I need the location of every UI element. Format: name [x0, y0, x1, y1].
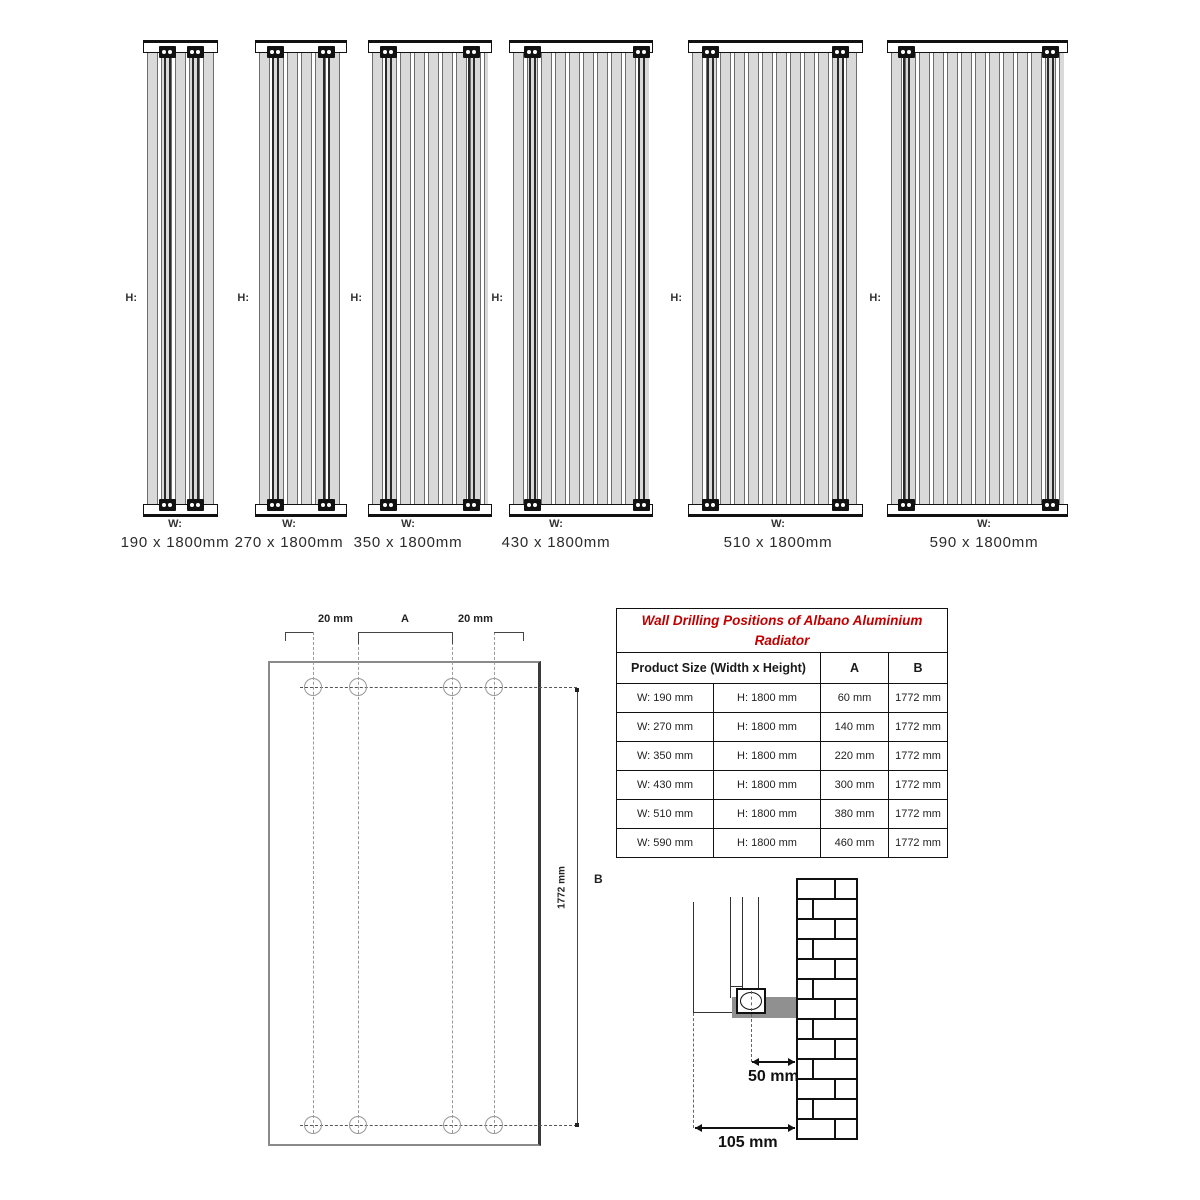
wall-bracket-icon	[524, 46, 541, 58]
col-header-b: B	[889, 653, 948, 684]
table-row: W: 350 mm H: 1800 mm 220 mm 1772 mm	[617, 742, 948, 771]
wall-bracket-icon	[463, 46, 480, 58]
width-label: W:	[168, 518, 182, 530]
wall-bracket-icon	[318, 499, 335, 511]
drill-hole	[349, 678, 367, 696]
drill-hole	[349, 1116, 367, 1134]
wall-bracket-icon	[898, 499, 915, 511]
wall-bracket-icon	[633, 46, 650, 58]
width-label: W:	[549, 518, 563, 530]
radiator-outline	[268, 661, 541, 1146]
wall-bracket-icon	[702, 499, 719, 511]
size-label: 350 x 1800mm	[353, 534, 463, 551]
wall-bracket-icon	[380, 499, 397, 511]
height-label: H:	[670, 292, 682, 304]
table-row: W: 270 mm H: 1800 mm 140 mm 1772 mm	[617, 713, 948, 742]
table-row: W: 430 mm H: 1800 mm 300 mm 1772 mm	[617, 771, 948, 800]
dim-20mm-left: 20 mm	[318, 613, 353, 625]
wall-bracket-icon	[633, 499, 650, 511]
wall-bracket-icon	[267, 499, 284, 511]
radiator-bottom-bar	[143, 504, 218, 517]
width-label: W:	[977, 518, 991, 530]
col-header-product-size: Product Size (Width x Height)	[617, 653, 821, 684]
table-row: W: 510 mm H: 1800 mm 380 mm 1772 mm	[617, 800, 948, 829]
drill-hole	[443, 678, 461, 696]
table-title: Wall Drilling Positions of Albano Aluminium Radiator	[617, 609, 948, 653]
size-label: 590 x 1800mm	[929, 534, 1039, 551]
size-label: 510 x 1800mm	[723, 534, 833, 551]
radiator-top-bar	[143, 40, 218, 53]
height-label: H:	[869, 292, 881, 304]
table-row: W: 590 mm H: 1800 mm 460 mm 1772 mm	[617, 829, 948, 858]
wall-bracket-icon	[702, 46, 719, 58]
drill-hole	[485, 678, 503, 696]
brick-wall	[796, 878, 858, 1140]
size-label: 270 x 1800mm	[234, 534, 344, 551]
size-label: 190 x 1800mm	[120, 534, 230, 551]
wall-bracket-icon	[267, 46, 284, 58]
table-row: W: 190 mm H: 1800 mm 60 mm 1772 mm	[617, 684, 948, 713]
dim-b: B	[594, 872, 603, 886]
width-label: W:	[401, 518, 415, 530]
col-header-a: A	[821, 653, 889, 684]
width-label: W:	[282, 518, 296, 530]
drill-hole	[485, 1116, 503, 1134]
drill-hole	[443, 1116, 461, 1134]
height-label: H:	[491, 292, 503, 304]
radiator-fins	[692, 53, 859, 504]
wall-bracket-icon	[463, 499, 480, 511]
height-label: H:	[237, 292, 249, 304]
width-label: W:	[771, 518, 785, 530]
wall-bracket-icon	[318, 46, 335, 58]
wall-bracket-icon	[1042, 46, 1059, 58]
wall-bracket-icon	[187, 499, 204, 511]
height-label: H:	[125, 292, 137, 304]
dim-105mm: 105 mm	[718, 1134, 778, 1151]
wall-bracket-icon	[380, 46, 397, 58]
radiator-fins	[891, 53, 1064, 504]
dim-a: A	[401, 613, 409, 625]
wall-bracket-icon	[524, 499, 541, 511]
wall-bracket-icon	[832, 46, 849, 58]
drilling-positions-table	[616, 608, 948, 858]
radiator-fins	[147, 53, 214, 504]
size-label: 430 x 1800mm	[501, 534, 611, 551]
wall-bracket-icon	[1042, 499, 1059, 511]
wall-bracket-icon	[898, 46, 915, 58]
dim-20mm-right: 20 mm	[458, 613, 493, 625]
wall-bracket-icon	[159, 46, 176, 58]
drill-hole	[304, 678, 322, 696]
dim-1772mm: 1772 mm	[556, 866, 568, 909]
height-label: H:	[350, 292, 362, 304]
dim-50mm: 50 mm	[748, 1068, 799, 1085]
wall-bracket-icon	[159, 499, 176, 511]
wall-bracket-icon	[832, 499, 849, 511]
drill-hole	[304, 1116, 322, 1134]
wall-bracket-icon	[187, 46, 204, 58]
